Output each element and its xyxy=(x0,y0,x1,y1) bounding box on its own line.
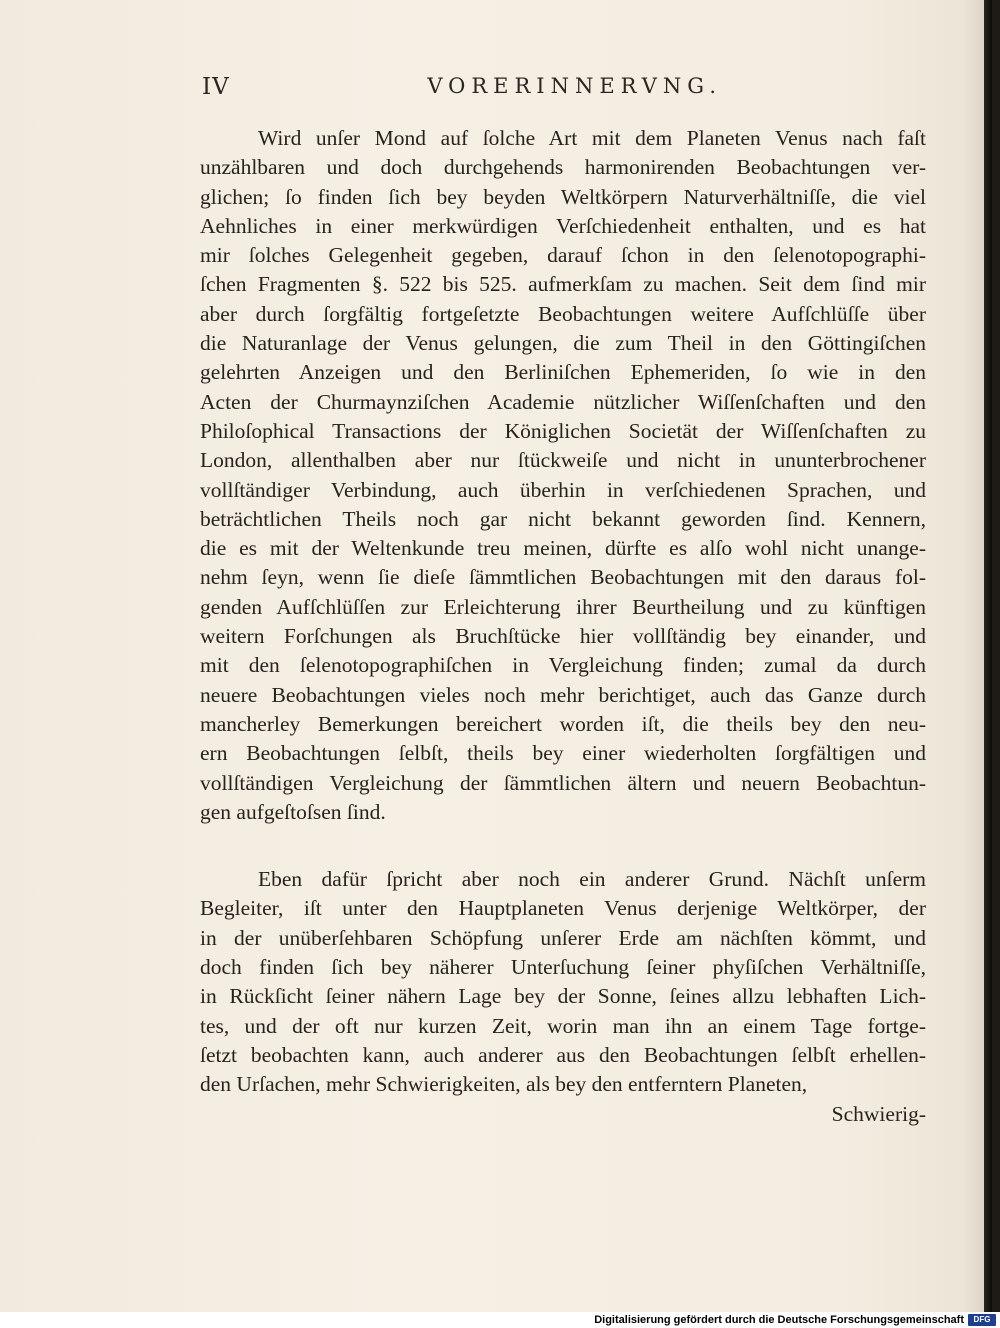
text-line: tes, und der oft nur kurzen Zeit, worin man ihn an einem Tage fortge- xyxy=(200,1013,926,1038)
text-line: ern Beobachtungen ſelbſt, theils bey einer wiederholten ſorgfältigen und xyxy=(200,741,926,766)
paragraph-2 xyxy=(200,865,926,1099)
text-line: weitern Forſchungen als Bruchſtücke hier vollſtändig bey einander, und xyxy=(200,624,926,649)
paragraph-1 xyxy=(200,124,926,827)
text-line: die Naturanlage der Venus gelungen, die zum Theil in den Göttingiſchen xyxy=(200,331,926,356)
text-line: mir ſolches Gelegenheit gegeben, darauf ſchon in den ſelenotopographi- xyxy=(200,243,926,268)
page-edge xyxy=(984,0,992,1312)
text-line: in der unüberſehbaren Schöpfung unſerer Erde am nächſten kömmt, und xyxy=(200,925,926,950)
text-line: den Urſachen, mehr Schwierigkeiten, als bey den entferntern Planeten, xyxy=(200,1072,808,1097)
text-line: die es mit der Weltenkunde treu meinen, dürfte es alſo wohl nicht unange- xyxy=(200,536,926,561)
text-line: beträchtlichen Theils noch gar nicht bekannt geworden ſind. Kennern, xyxy=(200,506,926,531)
text-line: in Rückſicht ſeiner nähern Lage bey der Sonne, ſeines allzu lebhaften Lich- xyxy=(200,984,926,1009)
text-line: mit den ſelenotopographiſchen in Vergleichung finden; zumal da durch xyxy=(200,653,926,678)
text-line: ſchen Fragmenten §. 522 bis 525. aufmerkſam zu machen. Seit dem ſind mir xyxy=(200,272,926,297)
text-line: unzählbaren und doch durchgehends harmonirenden Beobachtungen ver- xyxy=(200,155,926,180)
text-line: Acten der Churmaynziſchen Academie nützlicher Wiſſenſchaften und den xyxy=(200,389,926,414)
text-line: Wird unſer Mond auf ſolche Art mit dem Planeten Venus nach faſt xyxy=(258,126,926,150)
footer-bar xyxy=(0,1312,1000,1328)
dfg-logo: DFG xyxy=(968,1314,996,1326)
page-number: IV xyxy=(202,74,230,100)
text-line: nehm ſeyn, wenn ſie dieſe ſämmtlichen Beobachtungen mit den daraus fol- xyxy=(200,565,926,590)
text-line: Philoſophical Transactions der Königlichen Societät der Wiſſenſchaften zu xyxy=(200,418,926,443)
text-line: gelehrten Anzeigen und den Berliniſchen Ephemeriden, ſo wie in den xyxy=(200,360,926,385)
text-line: ſetzt beobachten kann, auch anderer aus den Beobachtungen ſelbſt erhellen- xyxy=(200,1042,926,1067)
running-title: VORERINNERVNG. xyxy=(427,74,722,98)
body-text xyxy=(200,124,926,1129)
text-line: mancherley Bemerkungen bereichert worden iſt, die theils bey den neu- xyxy=(200,711,926,736)
text-line: vollſtändiger Verbindung, auch überhin in verſchiedenen Sprachen, und xyxy=(200,477,926,502)
text-line: genden Aufſchlüſſen zur Erleichterung ihrer Beurtheilung und zu künftigen xyxy=(200,594,926,619)
text-line: Eben dafür ſpricht aber noch ein anderer Grund. Nächſt unſerm xyxy=(258,867,926,892)
text-line: Begleiter, iſt unter den Hauptplaneten Venus derjenige Weltkörper, der xyxy=(200,896,926,921)
text-line: neuere Beobachtungen vieles noch mehr berichtiget, auch das Ganze durch xyxy=(200,682,926,707)
footer-credit: Digitalisierung gefördert durch die Deutsche Forschungsgemeinschaft xyxy=(594,1314,964,1326)
catchword: Schwierig- xyxy=(831,1101,926,1126)
catchword-line xyxy=(200,1100,926,1129)
text-line: London, allenthalben aber nur ſtückweiſe und nicht in ununterbrochener xyxy=(200,448,926,473)
text-line: doch finden ſich bey näherer Unterſuchung ſeiner phyſiſchen Verhältniſſe, xyxy=(200,955,926,980)
text-line: glichen; ſo finden ſich bey beyden Weltkörpern Naturverhältniſſe, die viel xyxy=(200,184,926,209)
text-line: aber durch ſorgfältig fortgeſetzte Beobachtungen weitere Aufſchlüſſe über xyxy=(200,301,926,326)
text-line: Aehnliches in einer merkwürdigen Verſchiedenheit enthalten, und es hat xyxy=(200,213,926,238)
page-header xyxy=(202,74,722,106)
text-line: vollſtändigen Vergleichung der ſämmtlichen ältern und neuern Beobachtun- xyxy=(200,770,926,795)
text-line: gen aufgeſtoſsen ſind. xyxy=(200,799,386,824)
